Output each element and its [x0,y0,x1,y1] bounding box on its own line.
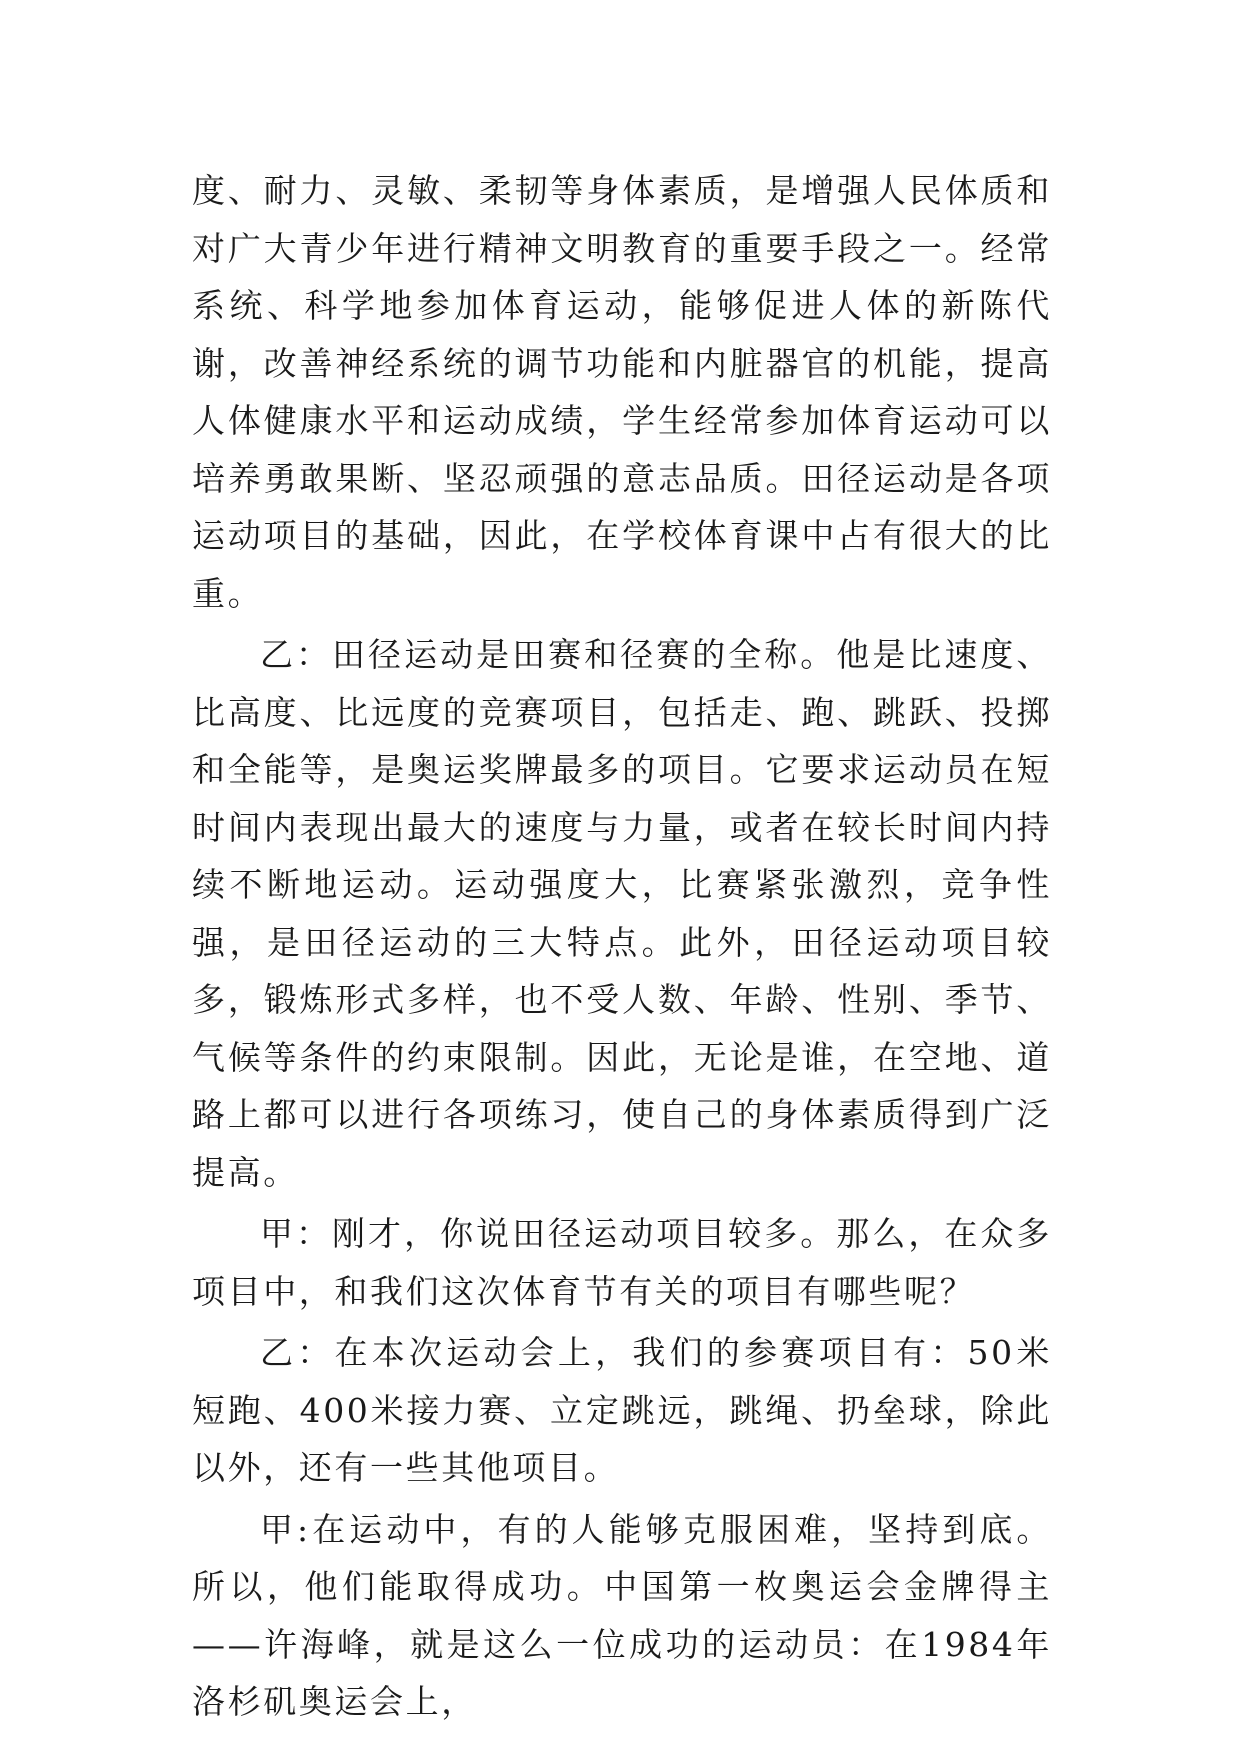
paragraph-yi-events: 乙：在本次运动会上，我们的参赛项目有：50米短跑、400米接力赛、立定跳远，跳绳、扔垒球，除此以外，还有一些其他项目。 [192,1333,1052,1487]
paragraph-jia-story: 甲:在运动中，有的人能够克服困难，坚持到底。所以，他们能取得成功。中国第一枚奥运会金牌得主——许海峰，就是这么一位成功的运动员：在1984年洛杉矶奥运会上， [192,1509,1052,1721]
paragraph-jia-question: 甲：刚才，你说田径运动项目较多。那么，在众多项目中，和我们这次体育节有关的项目有哪些呢？ [192,1214,1052,1311]
paragraph-yi-intro: 乙：田径运动是田赛和径赛的全称。他是比速度、比高度、比远度的竞赛项目，包括走、跑、跳跃、投掷和全能等，是奥运奖牌最多的项目。它要求运动员在短时间内表现出最大的速度与力量，或者在较长时间内持续不断地运动。运动强度大，比赛紧张激烈，竞争性强，是田径运动的三大特点。此外，田径运动项目较多，锻炼形式多样，也不受人数、年龄、性别、季节、气候等条件的约束限制。因此，无论是谁，在空地、道路上都可以进行各项练习，使自己的身体素质得到广泛提高。 [192,635,1052,1192]
paragraph-continuation: 度、耐力、灵敏、柔韧等身体素质，是增强人民体质和对广大青少年进行精神文明教育的重要手段之一。经常系统、科学地参加体育运动，能够促进人体的新陈代谢，改善神经系统的调节功能和内脏器官的机能，提高人体健康水平和运动成绩，学生经常参加体育运动可以培养勇敢果断、坚忍顽强的意志品质。田径运动是各项运动项目的基础，因此，在学校体育课中占有很大的比重。 [192,171,1052,613]
document-body [192,162,1052,1731]
